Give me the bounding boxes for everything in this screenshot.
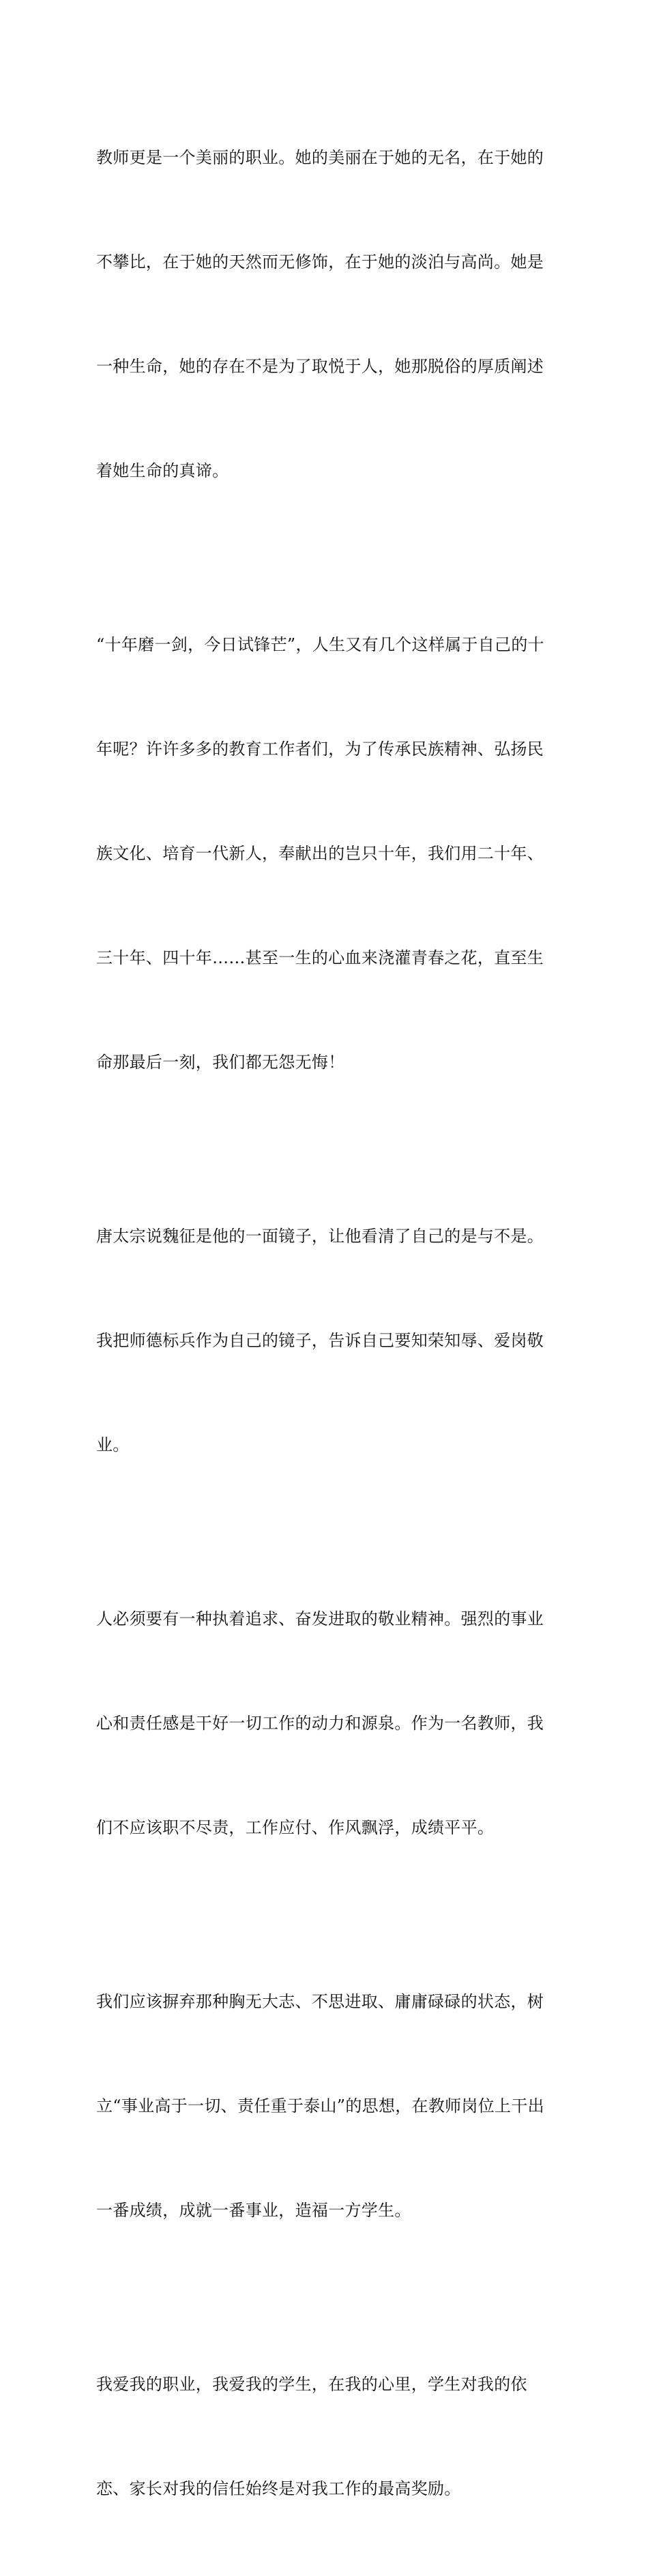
text-line: 一种生命，她的存在不是为了取悦于人，她那脱俗的厚质阐述: [96, 357, 544, 376]
text-line: 我爱我的职业，我爱我的学生，在我的心里，学生对我的依: [96, 2375, 527, 2394]
paragraph-6: [96, 2298, 555, 2576]
text-line: 立“事业高于一切、责任重于泰山”的思想，在教师岗位上干出: [96, 2096, 544, 2116]
paragraph-4: [96, 1532, 555, 1915]
document-body: [96, 71, 555, 2576]
text-line: 心和责任感是干好一切工作的动力和源泉。作为一名教师，我: [96, 1714, 544, 1733]
text-line: 年呢？许许多多的教育工作者们，为了传承民族精神、弘扬民: [96, 740, 544, 759]
text-line: 们不应该职不尽责，工作应付、作风飘浮，成绩平平。: [96, 1818, 495, 1837]
text-line: 三十年、四十年……甚至一生的心血来浇灌青春之花，直至生: [96, 948, 544, 967]
text-line: 我们应该摒弃那种胸无大志、不思进取、庸庸碌碌的状态，树: [96, 1992, 544, 2011]
text-line: 教师更是一个美丽的职业。她的美丽在于她的无名，在于她的: [96, 148, 544, 167]
text-line: 着她生命的真谛。: [96, 461, 229, 480]
paragraph-5: [96, 1915, 555, 2298]
text-line: 唐太宗说魏征是他的一面镜子，让他看清了自己的是与不是。: [96, 1227, 544, 1246]
text-line: 我把师德标兵作为自己的镜子，告诉自己要知荣知辱、爱岗敬: [96, 1331, 544, 1350]
paragraph-2: [96, 558, 555, 1150]
text-line: 族文化、培育一代新人，奉献出的岂只十年，我们用二十年、: [96, 844, 544, 863]
text-line: “十年磨一剑，今日试锋芒”，人生又有几个这样属于自己的十: [96, 635, 544, 654]
text-line: 业。: [96, 1435, 130, 1454]
text-line: 人必须要有一种执着追求、奋发进取的敬业精神。强烈的事业: [96, 1609, 544, 1628]
paragraph-3: [96, 1150, 555, 1532]
text-line: 不攀比，在于她的天然而无修饰，在于她的淡泊与高尚。她是: [96, 252, 544, 272]
paragraph-1: [96, 71, 555, 558]
text-line: 命那最后一刻，我们都无怨无悔！: [96, 1053, 345, 1072]
text-line: 一番成绩，成就一番事业，造福一方学生。: [96, 2201, 411, 2220]
text-line: 恋、家长对我的信任始终是对我工作的最高奖励。: [96, 2479, 461, 2498]
